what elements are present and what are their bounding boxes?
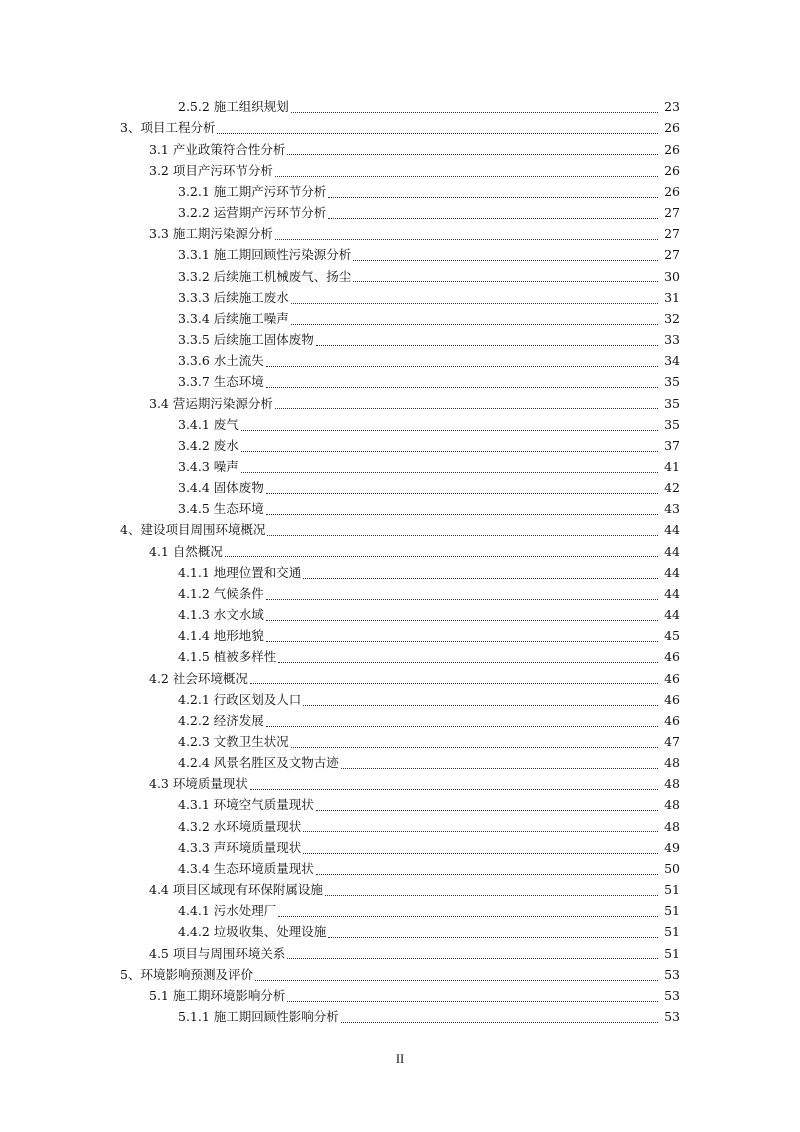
- toc-entry-page-number: 53: [664, 987, 680, 1003]
- toc-entry-page-number: 32: [664, 310, 680, 326]
- toc-entry-page-number: 48: [664, 755, 680, 771]
- toc-dot-leader: [225, 556, 658, 557]
- toc-entry-page-number: 35: [664, 395, 680, 411]
- toc-entry[interactable]: [0, 795, 800, 816]
- toc-entry-page-number: 44: [664, 522, 680, 538]
- toc-entry-page-number: 44: [664, 585, 680, 601]
- toc-entry-title: 4.2.3 文教卫生状况: [178, 734, 289, 750]
- toc-dot-leader: [275, 408, 658, 409]
- toc-entry-title: 3.3 施工期污染源分析: [149, 226, 273, 242]
- toc-entry-title: 3.4.2 废水: [178, 437, 239, 453]
- toc-dot-leader: [266, 366, 658, 367]
- toc-entry-title: 3.3.6 水土流失: [178, 353, 264, 369]
- toc-entry[interactable]: [0, 732, 800, 753]
- toc-entry-title: 5、环境影响预测及评价: [120, 966, 253, 982]
- toc-dot-leader: [316, 810, 658, 811]
- toc-entry[interactable]: [0, 457, 800, 478]
- toc-dot-leader: [255, 980, 658, 981]
- toc-entry-page-number: 51: [664, 882, 680, 898]
- toc-entry[interactable]: [0, 224, 800, 245]
- toc-entry[interactable]: [0, 351, 800, 372]
- toc-entry-title: 4、建设项目周围环境概况: [120, 522, 266, 538]
- toc-entry-page-number: 46: [664, 691, 680, 707]
- toc-entry[interactable]: [0, 414, 800, 435]
- toc-entry-title: 4.2 社会环境概况: [149, 670, 248, 686]
- toc-entry-title: 4.3.1 环境空气质量现状: [178, 797, 314, 813]
- toc-dot-leader: [287, 958, 658, 959]
- toc-entry[interactable]: [0, 393, 800, 414]
- toc-entry-title: 4.4.2 垃圾收集、处理设施: [178, 924, 327, 940]
- toc-dot-leader: [328, 937, 658, 938]
- toc-entry-title: 5.1 施工期环境影响分析: [149, 987, 286, 1003]
- toc-dot-leader: [250, 683, 658, 684]
- page-number-footer: II: [395, 1052, 405, 1066]
- toc-dot-leader: [275, 176, 658, 177]
- toc-entry-page-number: 46: [664, 649, 680, 665]
- toc-entry[interactable]: [0, 837, 800, 858]
- toc-entry-title: 3.3.3 后续施工废水: [178, 289, 289, 305]
- toc-entry-title: 4.4 项目区域现有环保附属设施: [149, 882, 323, 898]
- toc-entry[interactable]: [0, 986, 800, 1007]
- toc-entry-title: 4.2.1 行政区划及人口: [178, 691, 302, 707]
- toc-dot-leader: [316, 874, 658, 875]
- toc-entry-title: 3.3.1 施工期回顾性污染源分析: [178, 247, 352, 263]
- toc-entry-page-number: 27: [664, 205, 680, 221]
- toc-dot-leader: [353, 260, 658, 261]
- toc-entry-page-number: 35: [664, 374, 680, 390]
- toc-entry-title: 4.1.1 地理位置和交通: [178, 564, 302, 580]
- toc-entry[interactable]: [0, 647, 800, 668]
- toc-entry-page-number: 48: [664, 776, 680, 792]
- toc-entry[interactable]: [0, 245, 800, 266]
- toc-entry[interactable]: [0, 901, 800, 922]
- toc-entry-title: 3.4.1 废气: [178, 416, 239, 432]
- toc-entry-page-number: 43: [664, 501, 680, 517]
- toc-entry[interactable]: [0, 562, 800, 583]
- toc-entry[interactable]: [0, 626, 800, 647]
- toc-entry-page-number: 34: [664, 353, 680, 369]
- toc-entry-page-number: 53: [664, 1009, 680, 1025]
- toc-entry[interactable]: [0, 97, 800, 118]
- toc-entry-page-number: 53: [664, 966, 680, 982]
- toc-entry[interactable]: [0, 118, 800, 139]
- toc-entry-title: 3.1 产业政策符合性分析: [149, 141, 286, 157]
- toc-entry-page-number: 27: [664, 247, 680, 263]
- toc-dot-leader: [241, 451, 658, 452]
- toc-dot-leader: [266, 599, 658, 600]
- toc-entry-title: 4.3.4 生态环境质量现状: [178, 860, 314, 876]
- toc-dot-leader: [266, 493, 658, 494]
- toc-dot-leader: [278, 662, 658, 663]
- toc-entry-page-number: 44: [664, 607, 680, 623]
- toc-entry[interactable]: [0, 689, 800, 710]
- toc-dot-leader: [291, 112, 658, 113]
- toc-entry-page-number: 31: [664, 289, 680, 305]
- toc-entry-title: 4.1 自然概况: [149, 543, 223, 559]
- toc-dot-leader: [328, 218, 658, 219]
- toc-dot-leader: [287, 1001, 658, 1002]
- toc-entry-title: 4.3 环境质量现状: [149, 776, 248, 792]
- toc-entry-title: 3.2 项目产污环节分析: [149, 162, 273, 178]
- toc-dot-leader: [275, 239, 658, 240]
- toc-dot-leader: [341, 768, 658, 769]
- toc-entry[interactable]: [0, 584, 800, 605]
- toc-entry[interactable]: [0, 541, 800, 562]
- toc-entry-page-number: 23: [664, 99, 680, 115]
- toc-entry-title: 4.3.3 声环境质量现状: [178, 839, 302, 855]
- toc-entry-page-number: 50: [664, 860, 680, 876]
- toc-entry-page-number: 33: [664, 332, 680, 348]
- toc-dot-leader: [303, 705, 658, 706]
- toc-entry-page-number: 42: [664, 480, 680, 496]
- toc-entry-page-number: 51: [664, 924, 680, 940]
- toc-dot-leader: [325, 895, 658, 896]
- toc-entry-title: 4.3.2 水环境质量现状: [178, 818, 302, 834]
- toc-entry[interactable]: [0, 478, 800, 499]
- toc-dot-leader: [266, 726, 658, 727]
- toc-entry-title: 4.1.4 地形地貌: [178, 628, 264, 644]
- toc-entry[interactable]: [0, 1007, 800, 1028]
- toc-entry-page-number: 48: [664, 818, 680, 834]
- toc-dot-leader: [278, 916, 658, 917]
- toc-entry[interactable]: [0, 520, 800, 541]
- toc-dot-leader: [291, 747, 658, 748]
- toc-entry-title: 3.3.7 生态环境: [178, 374, 264, 390]
- toc-entry[interactable]: [0, 753, 800, 774]
- table-of-contents: [0, 97, 800, 1028]
- toc-dot-leader: [303, 578, 658, 579]
- toc-entry[interactable]: [0, 330, 800, 351]
- toc-dot-leader: [341, 1022, 658, 1023]
- toc-entry[interactable]: [0, 182, 800, 203]
- toc-entry-title: 3.4 营运期污染源分析: [149, 395, 273, 411]
- toc-entry-page-number: 51: [664, 903, 680, 919]
- toc-entry-page-number: 26: [664, 120, 680, 136]
- toc-entry-page-number: 51: [664, 945, 680, 961]
- toc-dot-leader: [266, 620, 658, 621]
- toc-entry-page-number: 49: [664, 839, 680, 855]
- toc-entry-page-number: 37: [664, 437, 680, 453]
- toc-dot-leader: [266, 387, 658, 388]
- toc-entry[interactable]: [0, 203, 800, 224]
- toc-dot-leader: [241, 430, 658, 431]
- toc-entry-page-number: 26: [664, 183, 680, 199]
- toc-dot-leader: [241, 472, 658, 473]
- toc-entry[interactable]: [0, 774, 800, 795]
- toc-entry-page-number: 35: [664, 416, 680, 432]
- toc-entry[interactable]: [0, 372, 800, 393]
- toc-entry[interactable]: [0, 160, 800, 181]
- toc-entry-page-number: 41: [664, 458, 680, 474]
- toc-dot-leader: [287, 154, 658, 155]
- toc-entry-title: 4.1.3 水文水域: [178, 607, 264, 623]
- toc-entry[interactable]: [0, 436, 800, 457]
- toc-dot-leader: [303, 853, 658, 854]
- toc-entry-page-number: 26: [664, 162, 680, 178]
- toc-entry-page-number: 46: [664, 670, 680, 686]
- toc-entry-page-number: 46: [664, 712, 680, 728]
- toc-entry-title: 4.5 项目与周围环境关系: [149, 945, 286, 961]
- toc-entry[interactable]: [0, 922, 800, 943]
- toc-entry[interactable]: [0, 964, 800, 985]
- toc-entry-page-number: 26: [664, 141, 680, 157]
- toc-entry-title: 4.4.1 污水处理厂: [178, 903, 277, 919]
- toc-dot-leader: [291, 324, 658, 325]
- toc-entry[interactable]: [0, 711, 800, 732]
- toc-entry[interactable]: [0, 499, 800, 520]
- toc-dot-leader: [266, 514, 658, 515]
- toc-dot-leader: [217, 133, 658, 134]
- toc-dot-leader: [316, 345, 658, 346]
- toc-entry-title: 4.1.2 气候条件: [178, 585, 264, 601]
- toc-entry-title: 2.5.2 施工组织规划: [178, 99, 289, 115]
- toc-entry-title: 5.1.1 施工期回顾性影响分析: [178, 1009, 339, 1025]
- toc-entry-page-number: 45: [664, 628, 680, 644]
- toc-entry[interactable]: [0, 816, 800, 837]
- toc-entry-page-number: 48: [664, 797, 680, 813]
- toc-dot-leader: [250, 789, 658, 790]
- toc-entry[interactable]: [0, 266, 800, 287]
- toc-entry-page-number: 47: [664, 734, 680, 750]
- toc-entry-title: 3.4.5 生态环境: [178, 501, 264, 517]
- toc-entry-title: 4.2.4 风景名胜区及文物古迹: [178, 755, 339, 771]
- toc-entry[interactable]: [0, 880, 800, 901]
- toc-entry-title: 4.1.5 植被多样性: [178, 649, 277, 665]
- toc-entry[interactable]: [0, 605, 800, 626]
- toc-dot-leader: [267, 535, 658, 536]
- toc-entry-title: 3.2.2 运营期产污环节分析: [178, 205, 327, 221]
- toc-dot-leader: [353, 281, 658, 282]
- toc-entry-title: 3.4.4 固体废物: [178, 480, 264, 496]
- toc-entry-title: 3.4.3 噪声: [178, 458, 239, 474]
- toc-entry[interactable]: [0, 287, 800, 308]
- toc-entry-title: 3.3.2 后续施工机械废气、扬尘: [178, 268, 352, 284]
- toc-entry-page-number: 44: [664, 564, 680, 580]
- toc-entry[interactable]: [0, 309, 800, 330]
- toc-dot-leader: [291, 303, 658, 304]
- toc-dot-leader: [266, 641, 658, 642]
- toc-entry[interactable]: [0, 139, 800, 160]
- toc-dot-leader: [303, 831, 658, 832]
- toc-entry-title: 3.3.5 后续施工固体废物: [178, 332, 314, 348]
- toc-entry[interactable]: [0, 668, 800, 689]
- toc-entry-title: 3、项目工程分析: [120, 120, 216, 136]
- toc-entry-page-number: 44: [664, 543, 680, 559]
- toc-entry-page-number: 30: [664, 268, 680, 284]
- toc-entry[interactable]: [0, 859, 800, 880]
- toc-entry-title: 3.2.1 施工期产污环节分析: [178, 183, 327, 199]
- toc-dot-leader: [328, 197, 658, 198]
- toc-entry-title: 3.3.4 后续施工噪声: [178, 310, 289, 326]
- toc-entry[interactable]: [0, 943, 800, 964]
- toc-entry-page-number: 27: [664, 226, 680, 242]
- toc-entry-title: 4.2.2 经济发展: [178, 712, 264, 728]
